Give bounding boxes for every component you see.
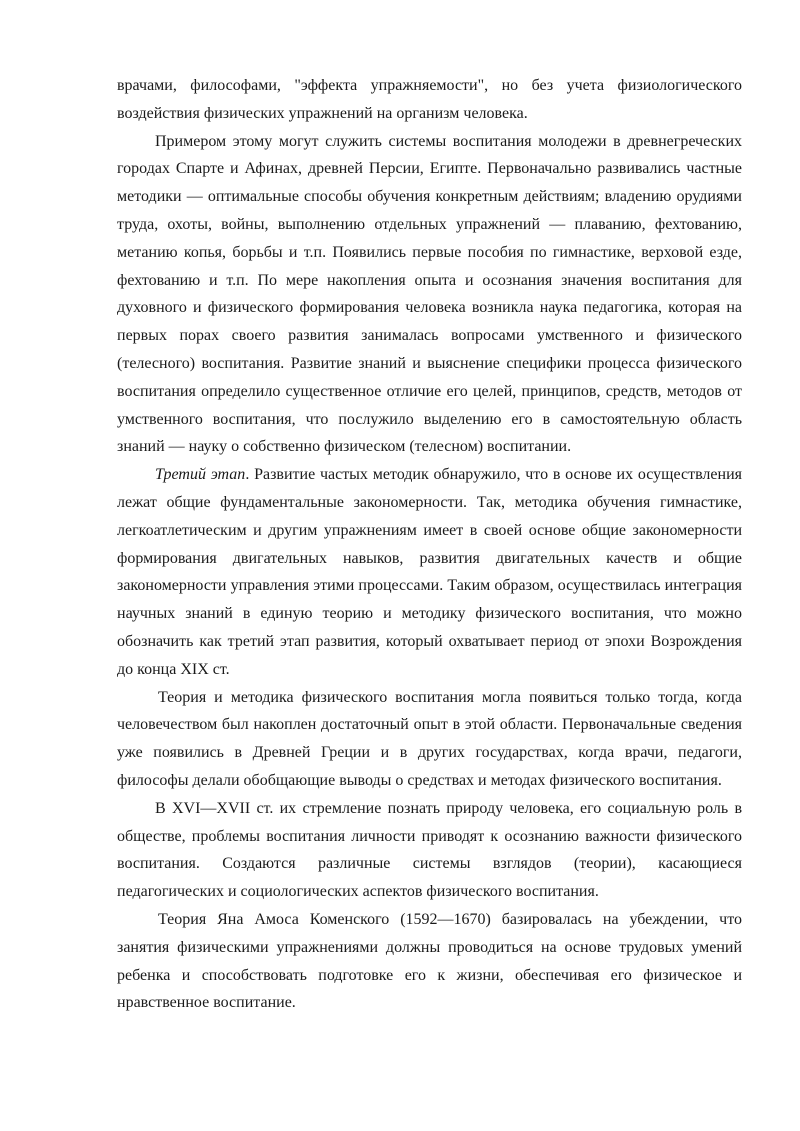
- paragraph-continuation: врачами, философами, "эффекта упражняемости", но без учета физиологического воздействия физических упражнений на организм человека.: [117, 77, 742, 122]
- body-text: [117, 72, 742, 1017]
- paragraph-xvi-xvii: В XVI—XVII ст. их стремление познать природу человека, его социальную роль в обществе, проблемы воспитания личности приводят к осознанию важности физического воспитания. Создаются различные системы взглядов (теории), касающиеся педагогических и социологических аспектов физического воспитания.: [117, 799, 742, 901]
- third-stage-text: . Развитие частых методик обнаружило, что в основе их осуществления лежат общие фундаментальные закономерности. Так, методика обучения гимнастике, легкоатлетическим и другим упражнениям имеет в своей основе общие закономерности формирования двигательных навыков, развития двигательных качеств и общие закономерности управления этими процессами. Таким образом, осуществилась интеграция научных знаний в единую теорию и методику физического воспитания, что можно обозначить как третий этап развития, который охватывает период от эпохи Возрождения до конца XIX ст.: [117, 466, 742, 678]
- paragraph-komensky: Теория Яна Амоса Коменского (1592—1670) базировалась на убеждении, что занятия физическими упражнениями должны проводиться на основе трудовых умений ребенка и способствовать подготовке его к жизни, обеспечивая его физическое и нравственное воспитание.: [117, 910, 742, 1012]
- paragraph-examples: Примером этому могут служить системы воспитания молодежи в древнегреческих городах Спарте и Афинах, древней Персии, Египте. Первоначально развивались частные методики — оптимальные способы обучения конкретным действиям; владению орудиями труда, охоты, войны, выполнению отдельных упражнений — плаванию, фехтованию, метанию копья, борьбы и т.п. Появились первые пособия по гимнастике, верховой езде, фехтованию и т.п. По мере накопления опыта и осознания значения воспитания для духовного и физического формирования человека возникла наука педагогика, которая на первых порах своего развития занималась вопросами умственного и физического (телесного) воспитания. Развитие знаний и выяснение специфики процесса физического воспитания определило существенное отличие его целей, принципов, средств, методов от умственного воспитания, что послужило выделению его в самостоятельную область знаний — науку о собственно физическом (телесном) воспитании.: [117, 132, 742, 456]
- third-stage-heading: Третий этап: [155, 466, 246, 484]
- paragraph-third-stage: [117, 461, 742, 683]
- paragraph-theory-origin: Теория и методика физического воспитания могла появиться только тогда, когда человечеством был накоплен достаточный опыт в этой области. Первоначальные сведения уже появились в Древней Греции и в других государствах, когда врачи, педагоги, философы делали обобщающие выводы о средствах и методах физического воспитания.: [117, 688, 742, 789]
